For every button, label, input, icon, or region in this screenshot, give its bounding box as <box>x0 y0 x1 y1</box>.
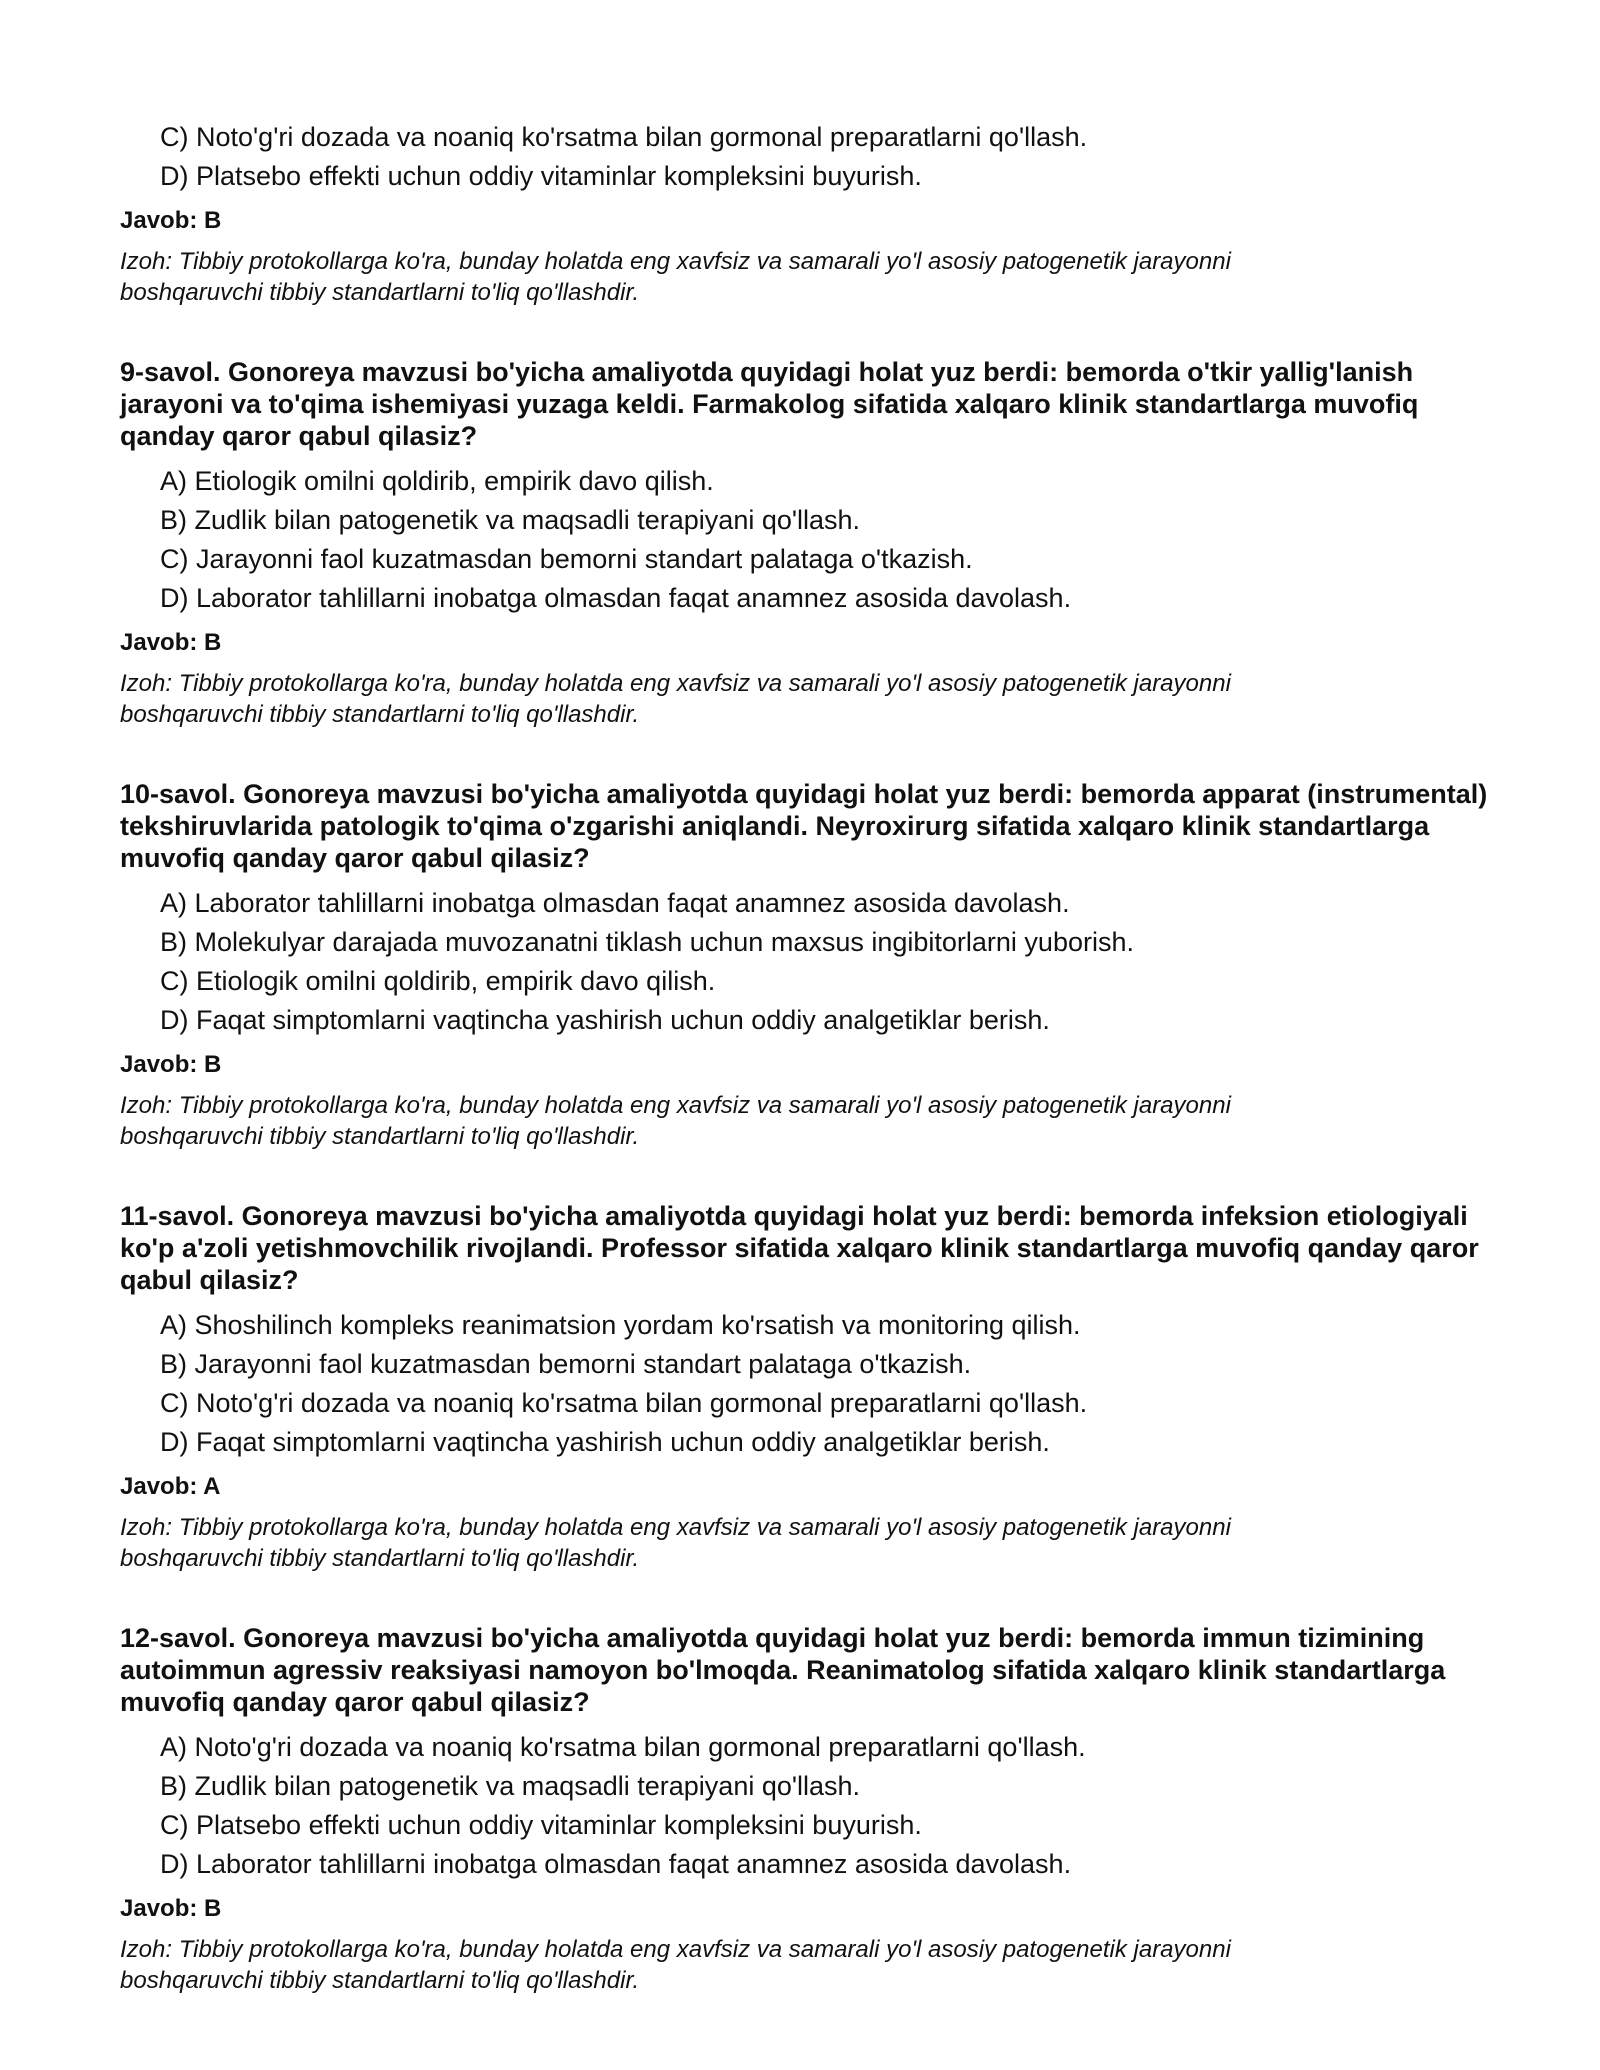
question-title: 10-savol. Gonoreya mavzusi bo'yicha amaliyotda quyidagi holat yuz berdi: bemorda apparat (instrumental) tekshiruvlarida patologik to'qima o'zgarishi aniqlandi. Neyroxirurg sifatida xalqaro klinik standartlarga muvofiq qanday qaror qabul qilasiz? <box>120 779 1488 873</box>
question-title: 12-savol. Gonoreya mavzusi bo'yicha amaliyotda quyidagi holat yuz berdi: bemorda immun tizimining autoimmun agressiv reaksiyasi namoyon bo'lmoqda. Reanimatolog sifatida xalqaro klinik standartlarga muvofiq qanday qaror qabul qilasiz? <box>120 1623 1446 1717</box>
option-a: A) Noto'g'ri dozada va noaniq ko'rsatma bilan gormonal preparatlarni qo'llash. <box>160 1732 1086 1762</box>
option-d: D) Faqat simptomlarni vaqtincha yashirish uchun oddiy analgetiklar berish. <box>160 1005 1050 1035</box>
explanation-note: Izoh: Tibbiy protokollarga ko'ra, bunday holatda eng xavfsiz va samarali yo'l asosiy patogenetik jarayonni boshqaruvchi tibbiy standartlarni to'liq qo'llashdir. <box>120 670 1231 728</box>
question-9 <box>120 356 1480 730</box>
question-title: 11-savol. Gonoreya mavzusi bo'yicha amaliyotda quyidagi holat yuz berdi: bemorda infeksion etiologiyali ko'p a'zoli yetishmovchilik rivojlandi. Professor sifatida xalqaro klinik standartlarga muvofiq qanday qaror qabul qilasiz? <box>120 1201 1479 1295</box>
option-list <box>120 118 1480 196</box>
explanation-note: Izoh: Tibbiy protokollarga ko'ra, bunday holatda eng xavfsiz va samarali yo'l asosiy patogenetik jarayonni boshqaruvchi tibbiy standartlarni to'liq qo'llashdir. <box>120 1514 1231 1572</box>
option-b: B) Molekulyar darajada muvozanatni tiklash uchun maxsus ingibitorlarni yuborish. <box>160 927 1134 957</box>
answer-label: Javob: B <box>120 207 222 234</box>
option-c: C) Platsebo effekti uchun oddiy vitaminlar kompleksini buyurish. <box>160 1810 922 1840</box>
answer-label: Javob: B <box>120 1051 222 1078</box>
previous-question-tail <box>120 118 1480 308</box>
option-d: D) Laborator tahlillarni inobatga olmasdan faqat anamnez asosida davolash. <box>160 1849 1072 1879</box>
question-10 <box>120 778 1488 1152</box>
answer-label: Javob: B <box>120 629 222 656</box>
option-list <box>120 884 1480 1040</box>
explanation-note: Izoh: Tibbiy protokollarga ko'ra, bunday holatda eng xavfsiz va samarali yo'l asosiy patogenetik jarayonni boshqaruvchi tibbiy standartlarni to'liq qo'llashdir. <box>120 1936 1231 1994</box>
option-list <box>120 1306 1480 1462</box>
option-d: D) Platsebo effekti uchun oddiy vitaminlar kompleksini buyurish. <box>160 161 922 191</box>
option-c: C) Jarayonni faol kuzatmasdan bemorni standart palataga o'tkazish. <box>160 544 973 574</box>
question-12 <box>120 1622 1480 1996</box>
option-c: C) Etiologik omilni qoldirib, empirik davo qilish. <box>160 966 716 996</box>
option-a: A) Shoshilinch kompleks reanimatsion yordam ko'rsatish va monitoring qilish. <box>160 1310 1081 1340</box>
option-list <box>120 462 1480 618</box>
explanation-note: Izoh: Tibbiy protokollarga ko'ra, bunday holatda eng xavfsiz va samarali yo'l asosiy patogenetik jarayonni boshqaruvchi tibbiy standartlarni to'liq qo'llashdir. <box>120 248 1231 306</box>
question-title: 9-savol. Gonoreya mavzusi bo'yicha amaliyotda quyidagi holat yuz berdi: bemorda o'tkir yallig'lanish jarayoni va to'qima ishemiyasi yuzaga keldi. Farmakolog sifatida xalqaro klinik standartlarga muvofiq qanday qaror qabul qilasiz? <box>120 357 1419 451</box>
option-c: C) Noto'g'ri dozada va noaniq ko'rsatma bilan gormonal preparatlarni qo'llash. <box>160 122 1088 152</box>
option-b: B) Jarayonni faol kuzatmasdan bemorni standart palataga o'tkazish. <box>160 1349 972 1379</box>
answer-label: Javob: B <box>120 1895 222 1922</box>
option-a: A) Etiologik omilni qoldirib, empirik davo qilish. <box>160 466 714 496</box>
explanation-note: Izoh: Tibbiy protokollarga ko'ra, bunday holatda eng xavfsiz va samarali yo'l asosiy patogenetik jarayonni boshqaruvchi tibbiy standartlarni to'liq qo'llashdir. <box>120 1092 1231 1150</box>
option-list <box>120 1728 1480 1884</box>
option-b: B) Zudlik bilan patogenetik va maqsadli terapiyani qo'llash. <box>160 505 861 535</box>
option-c: C) Noto'g'ri dozada va noaniq ko'rsatma bilan gormonal preparatlarni qo'llash. <box>160 1388 1088 1418</box>
option-b: B) Zudlik bilan patogenetik va maqsadli terapiyani qo'llash. <box>160 1771 861 1801</box>
answer-label: Javob: A <box>120 1473 221 1500</box>
document-page <box>120 118 1488 1996</box>
option-a: A) Laborator tahlillarni inobatga olmasdan faqat anamnez asosida davolash. <box>160 888 1070 918</box>
option-d: D) Laborator tahlillarni inobatga olmasdan faqat anamnez asosida davolash. <box>160 583 1072 613</box>
option-d: D) Faqat simptomlarni vaqtincha yashirish uchun oddiy analgetiklar berish. <box>160 1427 1050 1457</box>
question-11 <box>120 1200 1480 1574</box>
